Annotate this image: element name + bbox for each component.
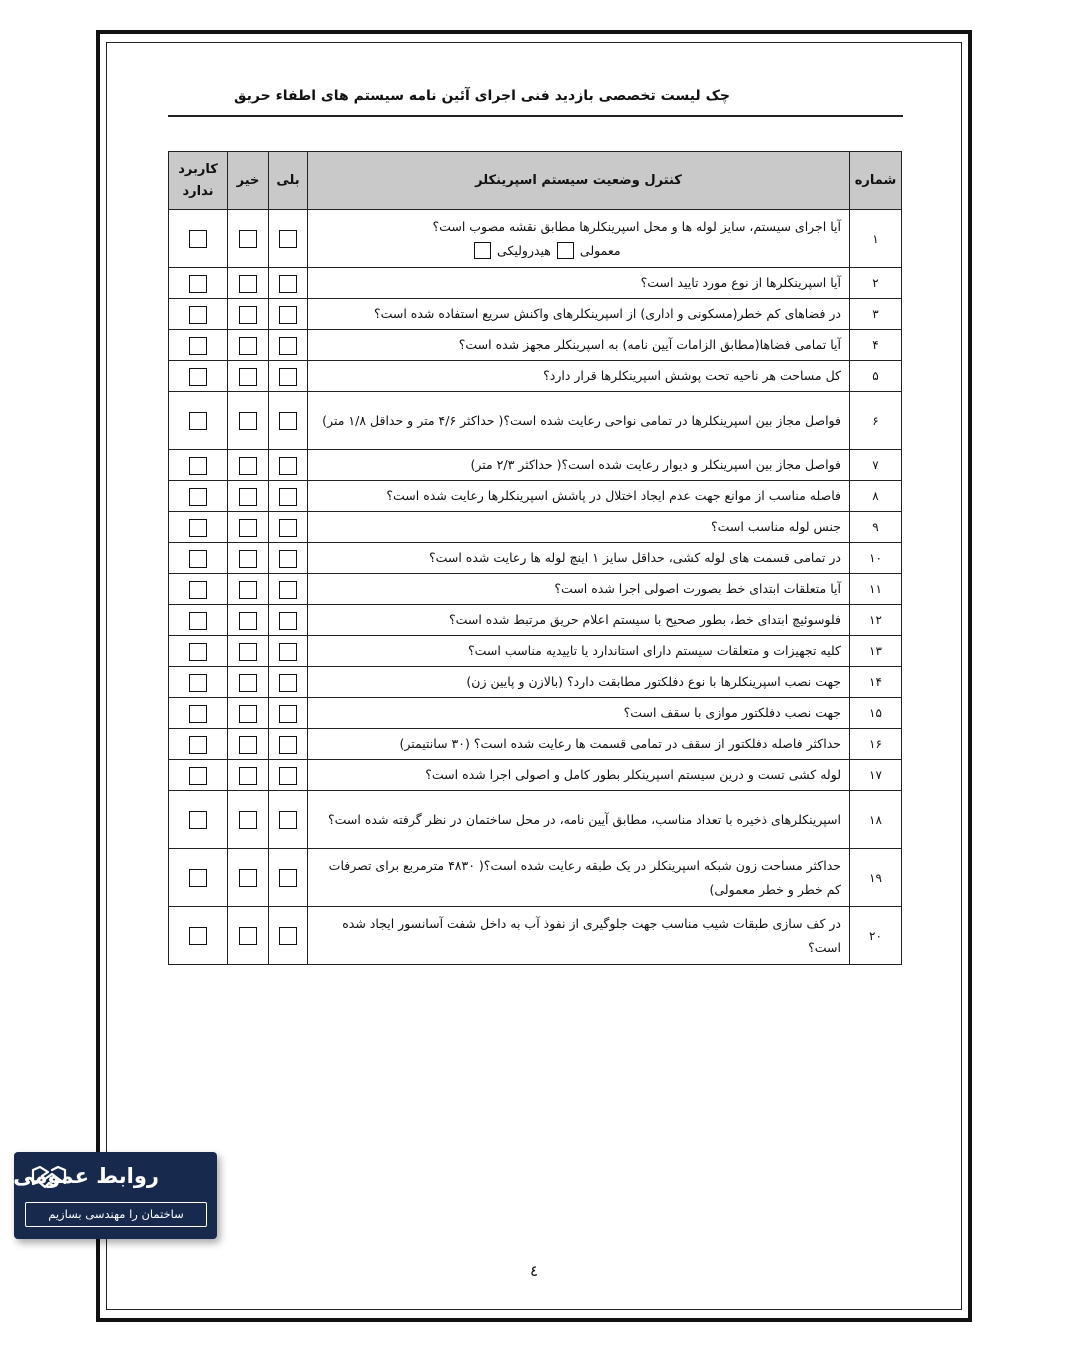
yes-cell: [269, 760, 308, 791]
no-checkbox[interactable]: [239, 705, 257, 723]
yes-cell: [269, 849, 308, 907]
yes-checkbox[interactable]: [279, 927, 297, 945]
no-cell: [228, 636, 269, 667]
yes-checkbox[interactable]: [279, 581, 297, 599]
not-applicable-cell: [169, 450, 228, 481]
no-checkbox[interactable]: [239, 550, 257, 568]
question-cell: [308, 543, 850, 574]
question-cell: [308, 729, 850, 760]
option-normal-checkbox[interactable]: [557, 242, 574, 259]
row-number: ۱۲: [850, 605, 902, 636]
yes-checkbox[interactable]: [279, 412, 297, 430]
question-text: لوله کشی تست و درین سیستم اسپرینکلر بطور کامل و اصولی اجرا شده است؟: [425, 767, 841, 782]
question-cell: [308, 299, 850, 330]
not-applicable-cell: [169, 330, 228, 361]
no-cell: [228, 791, 269, 849]
question-text: فواصل مجاز بین اسپرینکلر و دیوار رعایت شده است؟( حداکثر ۲/۳ متر): [470, 457, 841, 472]
handshake-icon: [30, 1162, 68, 1194]
not-applicable-checkbox[interactable]: [189, 643, 207, 661]
question-cell: [308, 636, 850, 667]
table-row: [169, 450, 902, 481]
not-applicable-checkbox[interactable]: [189, 457, 207, 475]
yes-checkbox[interactable]: [279, 275, 297, 293]
yes-checkbox[interactable]: [279, 337, 297, 355]
yes-checkbox[interactable]: [279, 811, 297, 829]
question-text: حداکثر مساحت زون شبکه اسپرینکلر در یک طبقه رعایت شده است؟( ۴۸۳۰ مترمربع برای تصرفات کم خطر و خطر معمولی): [328, 857, 841, 897]
question-cell: [308, 268, 850, 299]
no-checkbox[interactable]: [239, 368, 257, 386]
row-number: ۴: [850, 330, 902, 361]
no-cell: [228, 698, 269, 729]
not-applicable-checkbox[interactable]: [189, 612, 207, 630]
no-checkbox[interactable]: [239, 230, 257, 248]
no-checkbox[interactable]: [239, 811, 257, 829]
question-text: جنس لوله مناسب است؟: [710, 519, 841, 534]
yes-cell: [269, 636, 308, 667]
table-row: [169, 760, 902, 791]
public-relations-badge: [14, 1152, 217, 1239]
yes-checkbox[interactable]: [279, 488, 297, 506]
yes-checkbox[interactable]: [279, 457, 297, 475]
not-applicable-checkbox[interactable]: [189, 519, 207, 537]
no-cell: [228, 450, 269, 481]
table-row: [169, 392, 902, 450]
not-applicable-checkbox[interactable]: [189, 368, 207, 386]
question-cell: [308, 574, 850, 605]
table-row: [169, 512, 902, 543]
option-normal-label: معمولی: [579, 242, 621, 258]
not-applicable-cell: [169, 791, 228, 849]
no-cell: [228, 667, 269, 698]
question-cell: [308, 849, 850, 907]
question-cell: [308, 450, 850, 481]
table-header-row: [169, 152, 902, 210]
not-applicable-cell: [169, 392, 228, 450]
yes-cell: [269, 574, 308, 605]
yes-checkbox[interactable]: [279, 869, 297, 887]
no-checkbox[interactable]: [239, 767, 257, 785]
question-cell: [308, 667, 850, 698]
no-cell: [228, 330, 269, 361]
not-applicable-checkbox[interactable]: [189, 767, 207, 785]
no-cell: [228, 481, 269, 512]
row-number: ۲: [850, 268, 902, 299]
yes-checkbox[interactable]: [279, 519, 297, 537]
table-row: [169, 907, 902, 965]
table-row: [169, 361, 902, 392]
not-applicable-checkbox[interactable]: [189, 337, 207, 355]
yes-checkbox[interactable]: [279, 767, 297, 785]
title-divider: [168, 115, 903, 117]
yes-checkbox[interactable]: [279, 736, 297, 754]
yes-cell: [269, 481, 308, 512]
table-row: [169, 481, 902, 512]
question-cell: [308, 907, 850, 965]
question-cell: [308, 698, 850, 729]
badge-subtitle: ساختمان را مهندسی بسازیم: [25, 1202, 207, 1227]
header-number: شماره: [850, 152, 902, 210]
question-text: آیا اجرای سیستم، سایز لوله ها و محل اسپرینکلرها مطابق نقشه مصوب است؟: [432, 218, 841, 234]
row-number: ۱۱: [850, 574, 902, 605]
no-cell: [228, 574, 269, 605]
row-number: ۱۴: [850, 667, 902, 698]
no-checkbox[interactable]: [239, 306, 257, 324]
not-applicable-cell: [169, 361, 228, 392]
not-applicable-checkbox[interactable]: [189, 736, 207, 754]
yes-cell: [269, 907, 308, 965]
not-applicable-checkbox[interactable]: [189, 412, 207, 430]
row-number: ۱۸: [850, 791, 902, 849]
yes-checkbox[interactable]: [279, 368, 297, 386]
table-row: [169, 667, 902, 698]
question-text: اسپرینکلرهای ذخیره با تعداد مناسب، مطابق آیین نامه، در محل ساختمان در نظر گرفته شده است؟: [328, 811, 841, 827]
no-checkbox[interactable]: [239, 275, 257, 293]
question-text: فواصل مجاز بین اسپرینکلرها در تمامی نواحی رعایت شده است؟( حداکثر ۴/۶ متر و حداقل ۱/۸ متر): [322, 412, 841, 428]
no-cell: [228, 210, 269, 268]
yes-checkbox[interactable]: [279, 674, 297, 692]
not-applicable-checkbox[interactable]: [189, 230, 207, 248]
no-checkbox[interactable]: [239, 643, 257, 661]
table-row: [169, 729, 902, 760]
question-text: جهت نصب دفلکتور موازی با سقف است؟: [623, 705, 841, 720]
yes-checkbox[interactable]: [279, 550, 297, 568]
question-cell: [308, 791, 850, 849]
sprinkler-checklist-table: [168, 151, 902, 965]
document-title: چک لیست تخصصی بازدید فنی اجرای آئین نامه سیستم های اطفاء حریق: [234, 88, 730, 104]
question-text: فلوسوئیچ ابتدای خط، بطور صحیح با سیستم اعلام حریق مرتبط شده است؟: [448, 612, 841, 627]
not-applicable-cell: [169, 574, 228, 605]
not-applicable-checkbox[interactable]: [189, 550, 207, 568]
row-number: ۱۳: [850, 636, 902, 667]
question-text: کل مساحت هر ناحیه تحت پوشش اسپرینکلرها قرار دارد؟: [543, 368, 841, 383]
question-text: فاصله مناسب از موانع جهت عدم ایجاد اختلال در پاشش اسپرینکلرها رعایت شده است؟: [386, 488, 841, 503]
yes-cell: [269, 361, 308, 392]
question-text: آیا اسپرینکلرها از نوع مورد تایید است؟: [640, 275, 841, 290]
table-row: [169, 849, 902, 907]
row-number: ۳: [850, 299, 902, 330]
not-applicable-cell: [169, 210, 228, 268]
no-checkbox[interactable]: [239, 674, 257, 692]
table-row: [169, 698, 902, 729]
table-row: [169, 574, 902, 605]
not-applicable-checkbox[interactable]: [189, 306, 207, 324]
not-applicable-cell: [169, 268, 228, 299]
badge-title: روابط عمومی: [13, 1164, 159, 1188]
question-text: کلیه تجهیزات و متعلقات سیستم دارای استاندارد یا تاییدیه مناسب است؟: [468, 643, 841, 658]
no-cell: [228, 907, 269, 965]
header-no: خیر: [228, 152, 269, 210]
no-cell: [228, 605, 269, 636]
table-row: [169, 268, 902, 299]
question-text: در تمامی قسمت های لوله کشی، حداقل سایز ۱ اینچ لوله ها رعایت شده است؟: [428, 550, 841, 565]
yes-cell: [269, 392, 308, 450]
question-text: آیا متعلقات ابتدای خط بصورت اصولی اجرا شده است؟: [554, 581, 841, 596]
no-cell: [228, 729, 269, 760]
question-text: در کف سازی طبقات شیب مناسب جهت جلوگیری از نفوذ آب به داخل شفت آسانسور ایجاد شده است؟: [342, 915, 841, 955]
header-question: کنترل وضعیت سیستم اسپرینکلر: [308, 152, 850, 210]
header-not-applicable: کاربرد ندارد: [169, 152, 228, 210]
question-cell: [308, 392, 850, 450]
system-type-options: [314, 239, 841, 263]
question-cell: [308, 512, 850, 543]
question-text: آیا تمامی فضاها(مطابق الزامات آیین نامه) به اسپرینکلر مجهز شده است؟: [458, 337, 841, 352]
no-cell: [228, 849, 269, 907]
not-applicable-cell: [169, 667, 228, 698]
no-checkbox[interactable]: [239, 736, 257, 754]
not-applicable-cell: [169, 636, 228, 667]
row-number: ۷: [850, 450, 902, 481]
yes-cell: [269, 543, 308, 574]
not-applicable-cell: [169, 698, 228, 729]
not-applicable-checkbox[interactable]: [189, 581, 207, 599]
no-checkbox[interactable]: [239, 457, 257, 475]
row-number: ۱۷: [850, 760, 902, 791]
question-cell: [308, 210, 850, 268]
yes-cell: [269, 605, 308, 636]
no-checkbox[interactable]: [239, 581, 257, 599]
not-applicable-cell: [169, 907, 228, 965]
no-checkbox[interactable]: [239, 869, 257, 887]
option-hydraulic-checkbox[interactable]: [474, 242, 491, 259]
not-applicable-cell: [169, 299, 228, 330]
yes-cell: [269, 210, 308, 268]
not-applicable-checkbox[interactable]: [189, 811, 207, 829]
yes-cell: [269, 698, 308, 729]
header-yes: بلی: [269, 152, 308, 210]
table-row: [169, 605, 902, 636]
yes-cell: [269, 667, 308, 698]
no-checkbox[interactable]: [239, 612, 257, 630]
not-applicable-cell: [169, 605, 228, 636]
yes-cell: [269, 512, 308, 543]
yes-cell: [269, 299, 308, 330]
no-cell: [228, 299, 269, 330]
question-text: حداکثر فاصله دفلکتور از سقف در تمامی قسمت ها رعایت شده است؟ (۳۰ سانتیمتر): [399, 736, 841, 751]
yes-cell: [269, 729, 308, 760]
no-cell: [228, 512, 269, 543]
row-number: ۱۹: [850, 849, 902, 907]
question-cell: [308, 481, 850, 512]
no-checkbox[interactable]: [239, 927, 257, 945]
question-cell: [308, 760, 850, 791]
row-number: ۹: [850, 512, 902, 543]
row-number: ۵: [850, 361, 902, 392]
question-cell: [308, 330, 850, 361]
no-cell: [228, 268, 269, 299]
row-number: ۱۵: [850, 698, 902, 729]
row-number: ۱: [850, 210, 902, 268]
yes-cell: [269, 450, 308, 481]
no-cell: [228, 760, 269, 791]
no-cell: [228, 361, 269, 392]
yes-checkbox[interactable]: [279, 612, 297, 630]
not-applicable-cell: [169, 543, 228, 574]
not-applicable-cell: [169, 512, 228, 543]
yes-cell: [269, 268, 308, 299]
row-number: ۱۰: [850, 543, 902, 574]
row-number: ۲۰: [850, 907, 902, 965]
table-row: [169, 299, 902, 330]
not-applicable-checkbox[interactable]: [189, 275, 207, 293]
question-text: جهت نصب اسپرینکلرها با نوع دفلکتور مطابقت دارد؟ (بالازن و پایین زن): [466, 674, 841, 689]
no-checkbox[interactable]: [239, 519, 257, 537]
no-cell: [228, 392, 269, 450]
question-text: در فضاهای کم خطر(مسکونی و اداری) از اسپرینکلرهای واکنش سریع استفاده شده است؟: [373, 306, 841, 321]
table-row: [169, 543, 902, 574]
question-cell: [308, 361, 850, 392]
page-number: ٤: [530, 1262, 539, 1280]
not-applicable-checkbox[interactable]: [189, 869, 207, 887]
not-applicable-cell: [169, 760, 228, 791]
no-checkbox[interactable]: [239, 412, 257, 430]
table-row: [169, 636, 902, 667]
no-checkbox[interactable]: [239, 488, 257, 506]
yes-checkbox[interactable]: [279, 643, 297, 661]
row-number: ۸: [850, 481, 902, 512]
row-number: ۶: [850, 392, 902, 450]
yes-checkbox[interactable]: [279, 230, 297, 248]
not-applicable-checkbox[interactable]: [189, 674, 207, 692]
not-applicable-cell: [169, 849, 228, 907]
no-checkbox[interactable]: [239, 337, 257, 355]
not-applicable-checkbox[interactable]: [189, 488, 207, 506]
not-applicable-cell: [169, 481, 228, 512]
option-hydraulic-label: هیدرولیکی: [497, 242, 551, 258]
not-applicable-checkbox[interactable]: [189, 927, 207, 945]
table-row: [169, 791, 902, 849]
not-applicable-checkbox[interactable]: [189, 705, 207, 723]
yes-checkbox[interactable]: [279, 705, 297, 723]
yes-cell: [269, 330, 308, 361]
row-number: ۱۶: [850, 729, 902, 760]
question-cell: [308, 605, 850, 636]
yes-checkbox[interactable]: [279, 306, 297, 324]
not-applicable-cell: [169, 729, 228, 760]
table-row: [169, 330, 902, 361]
yes-cell: [269, 791, 308, 849]
no-cell: [228, 543, 269, 574]
table-row: [169, 210, 902, 268]
